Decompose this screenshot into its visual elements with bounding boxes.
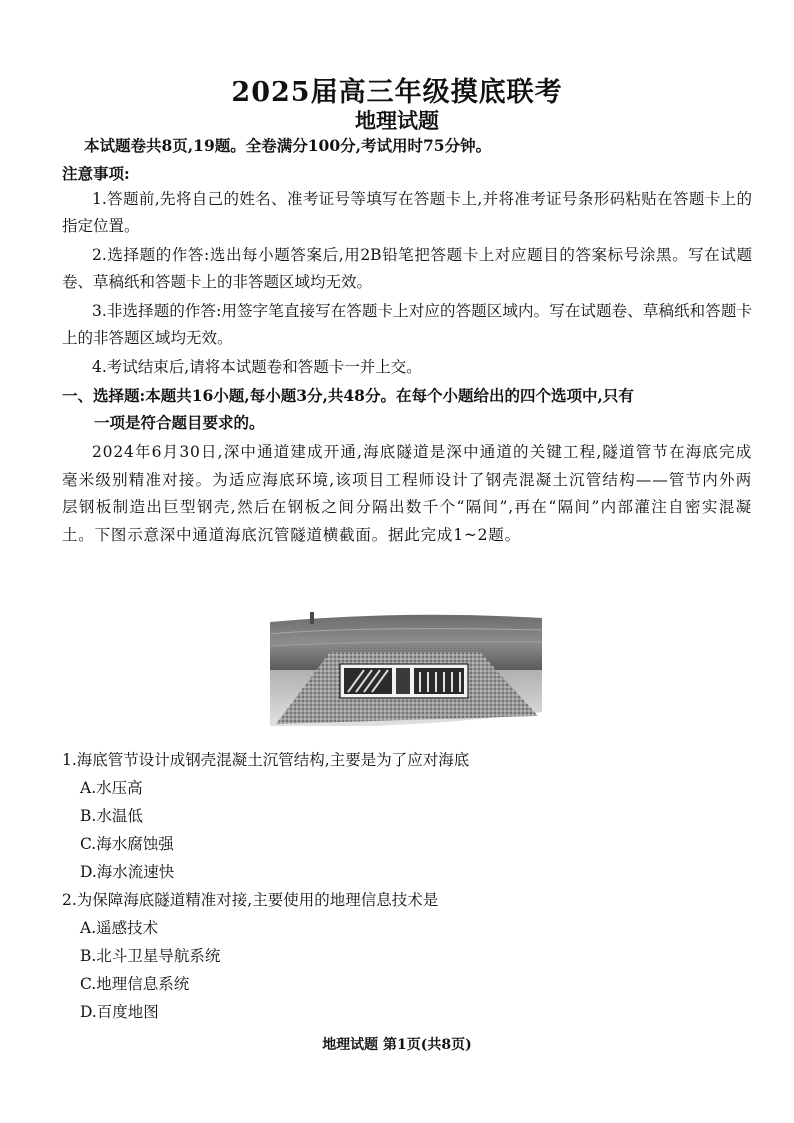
subject-title: 地理试题 [355, 108, 439, 133]
question-2-option-a: A.遥感技术 [80, 919, 159, 937]
exam-title: 2025届高三年级摸底联考 [231, 77, 563, 108]
question-2-option-c: C.地理信息系统 [80, 975, 190, 993]
section-heading-line1: 一、选择题:本题共16小题,每小题3分,共48分。在每个小题给出的四个选项中,只有 [62, 386, 634, 405]
question-1-option-a: A.水压高 [80, 779, 143, 797]
question-2-stem: 2.为保障海底隧道精准对接,主要使用的地理信息技术是 [62, 891, 439, 909]
notice-item: 3.非选择题的作答:用签字笔直接写在答题卡上对应的答题区域内。写在试题卷、草稿纸和答题卡上的非答题区域均无效。 [62, 302, 752, 347]
notice-heading: 注意事项: [62, 164, 130, 183]
question-2-option-d: D.百度地图 [80, 1003, 159, 1021]
notice-item: 1.答题前,先将自己的姓名、准考证号等填写在答题卡上,并将准考证号条形码粘贴在答题卡上的指定位置。 [62, 190, 752, 235]
notice-item: 2.选择题的作答:选出每小题答案后,用2B铅笔把答题卡上对应题目的答案标号涂黑。写在试题卷、草稿纸和答题卡上的非答题区域均无效。 [62, 246, 752, 291]
question-1-option-c: C.海水腐蚀强 [80, 835, 174, 853]
question-1-option-d: D.海水流速快 [80, 863, 175, 881]
question-1-stem: 1.海底管节设计成钢壳混凝土沉管结构,主要是为了应对海底 [62, 751, 470, 769]
notice-item: 4.考试结束后,请将本试题卷和答题卡一并上交。 [92, 358, 422, 376]
tunnel-cross-section-figure [270, 612, 542, 726]
exam-info: 本试题卷共8页,19题。全卷满分100分,考试用时75分钟。 [84, 136, 492, 155]
page-footer: 地理试题 第1页(共8页) [322, 1037, 472, 1053]
section-heading [62, 382, 752, 436]
question-1-option-b: B.水温低 [80, 807, 143, 825]
reading-passage: 2024年6月30日,深中通道建成开通,海底隧道是深中通道的关键工程,隧道管节在海底完成毫米级别精准对接。为适应海底环境,该项目工程师设计了钢壳混凝土沉管结构——管节内外两层钢板制造出巨型钢壳,然后在钢板之间分隔出数千个“隔间”,再在“隔间”内部灌注自密实混凝土。下图示意深中通道海底沉管隧道横截面。据此完成1~2题。 [62, 443, 752, 544]
section-heading-line2: 一项是符合题目要求的。 [94, 413, 265, 432]
question-2-option-b: B.北斗卫星导航系统 [80, 947, 221, 965]
